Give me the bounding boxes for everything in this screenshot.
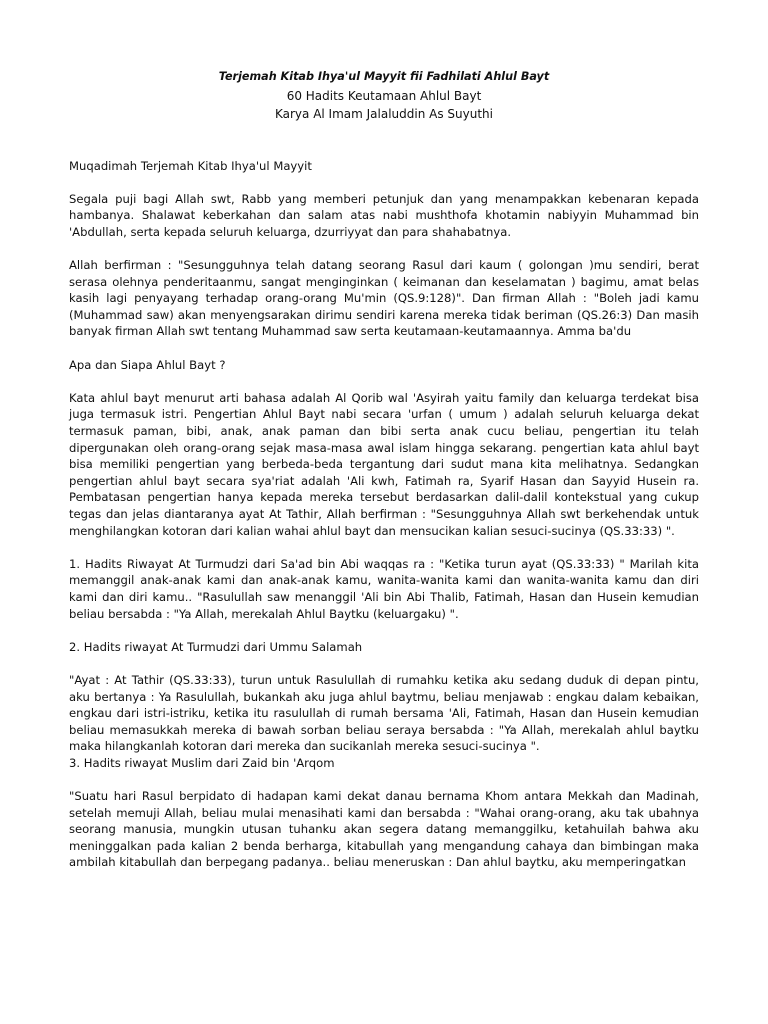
document-subtitle-hadits: 60 Hadits Keutamaan Ahlul Bayt — [286, 88, 482, 103]
paragraph-hadits-1: 1. Hadits Riwayat At Turmudzi dari Sa'ad bin Abi waqqas ra : "Ketika turun ayat (QS.33:33) " Marilah kita memanggil anak-anak kami dan anak-anak kamu, wanita-wanita kami dan wanita-wanita kamu dan diri kami dan diri kamu.. "Rasulullah saw menanggil 'Ali bin Abi Thalib, Fatimah, Hasan dan Husein kemudian beliau bersabda : "Ya Allah, merekalah Ahlul Baytku (keluargaku) ". — [69, 556, 699, 621]
document-title: Terjemah Kitab Ihya'ul Mayyit fii Fadhilati Ahlul Bayt — [218, 70, 550, 83]
paragraph-allah-berfirman: Allah berfirman : "Sesungguhnya telah datang seorang Rasul dari kaum ( golongan )mu sendiri, berat serasa olehnya penderitaanmu, sangat menginginkan ( keimanan dan keselamatan ) bagimu, amat belas kasih lagi penyayang terhadap orang-orang Mu'min (QS.9:128)". Dan firman Allah : "Boleh jadi kamu (Muhammad saw) akan menyengsarakan dirimu sendiri karena mereka tidak beriman (QS.26:3) Dan masih banyak firman Allah swt tentang Muhammad saw serta keutamaan-keutamaannya. Amma ba'du — [69, 258, 699, 339]
question-heading: Apa dan Siapa Ahlul Bayt ? — [69, 357, 226, 372]
document-page — [69, 68, 699, 888]
intro-heading: Muqadimah Terjemah Kitab Ihya'ul Mayyit — [69, 158, 312, 173]
hadits-2-heading: 2. Hadits riwayat At Turmudzi dari Ummu Salamah — [69, 639, 363, 654]
paragraph-ahlul-bayt-definition: Kata ahlul bayt menurut arti bahasa adalah Al Qorib wal 'Asyirah yaitu family dan keluarga terdekat bisa juga termasuk istri. Pengertian Ahlul Bayt nabi secara 'urfan ( umum ) adalah seluruh keluarga dekat termasuk paman, bibi, anak, anak paman dan bibi serta anak cucu beliau, pengertian itu telah dipergunakan oleh orang-orang sejak masa-masa awal islam hingga sekarang. pengertian kata ahlul bayt bisa memiliki pengertian yang berbeda-beda tergantung dari sudut mana kita melihatnya. Sedangkan pengertian ahlul bayt secara sya'riat adalah 'Ali kwh, Fatimah ra, Syarif Hasan dan Sayyid Husein ra. Pembatasan pengertian hanya kepada mereka tersebut berdasarkan dalil-dalil kontekstual yang cukup tegas dan jelas diantaranya ayat At Tathir, Allah berfirman : "Sesungguhnya Allah swt berkehendak untuk menghilangkan kotoran dari kalian wahai ahlul bayt dan mensucikan kalian sesuci-sucinya (QS.33:33) ". — [69, 390, 699, 538]
document-header — [69, 68, 699, 124]
paragraph-hadits-3: "Suatu hari Rasul berpidato di hadapan kami dekat danau bernama Khom antara Mekkah dan Madinah, setelah memuji Allah, beliau mulai menasihati kami dan bersabda : "Wahai orang-orang, aku tak ubahnya seorang manusia, mungkin utusan tuhanku akan segera datang memanggilku, ketahuilah bahwa aku meninggalkan pada kalian 2 benda berharga, kitabullah yang mengandung cahaya dan bimbingan maka ambilah kitabullah dan berpegang padanya.. beliau meneruskan : Dan ahlul baytku, aku memperingatkan — [69, 789, 699, 870]
hadits-3-heading: 3. Hadits riwayat Muslim dari Zaid bin 'Arqom — [69, 755, 335, 770]
paragraph-hadits-2: "Ayat : At Tathir (QS.33:33), turun untuk Rasulullah di rumahku ketika aku sedang duduk di depan pintu, aku bertanya : Ya Rasulullah, bukankah aku juga ahlul baytmu, beliau menjawab : engkau dalam kebaikan, engkau dari istri-istriku, ketika itu rasulullah di rumah bersama 'Ali, Fatimah, Hasan dan Husein kemudian beliau memasukkah mereka di bawah sorban beliau seraya bersabda : "Ya Allah, merekalah ahlul baytku maka hilangkanlah kotoran dari mereka dan sucikanlah mereka sesuci-sucinya ". — [69, 672, 699, 754]
paragraph-praise: Segala puji bagi Allah swt, Rabb yang memberi petunjuk dan yang menampakkan kebenaran kepada hambanya. Shalawat keberkahan dan salam atas nabi mushthofa khotamin nabiyyin Muhammad bin 'Abdullah, serta kepada seluruh keluarga, dzurriyyat dan para shahabatnya. — [69, 191, 699, 239]
document-subtitle-author: Karya Al Imam Jalaluddin As Suyuthi — [274, 107, 493, 121]
